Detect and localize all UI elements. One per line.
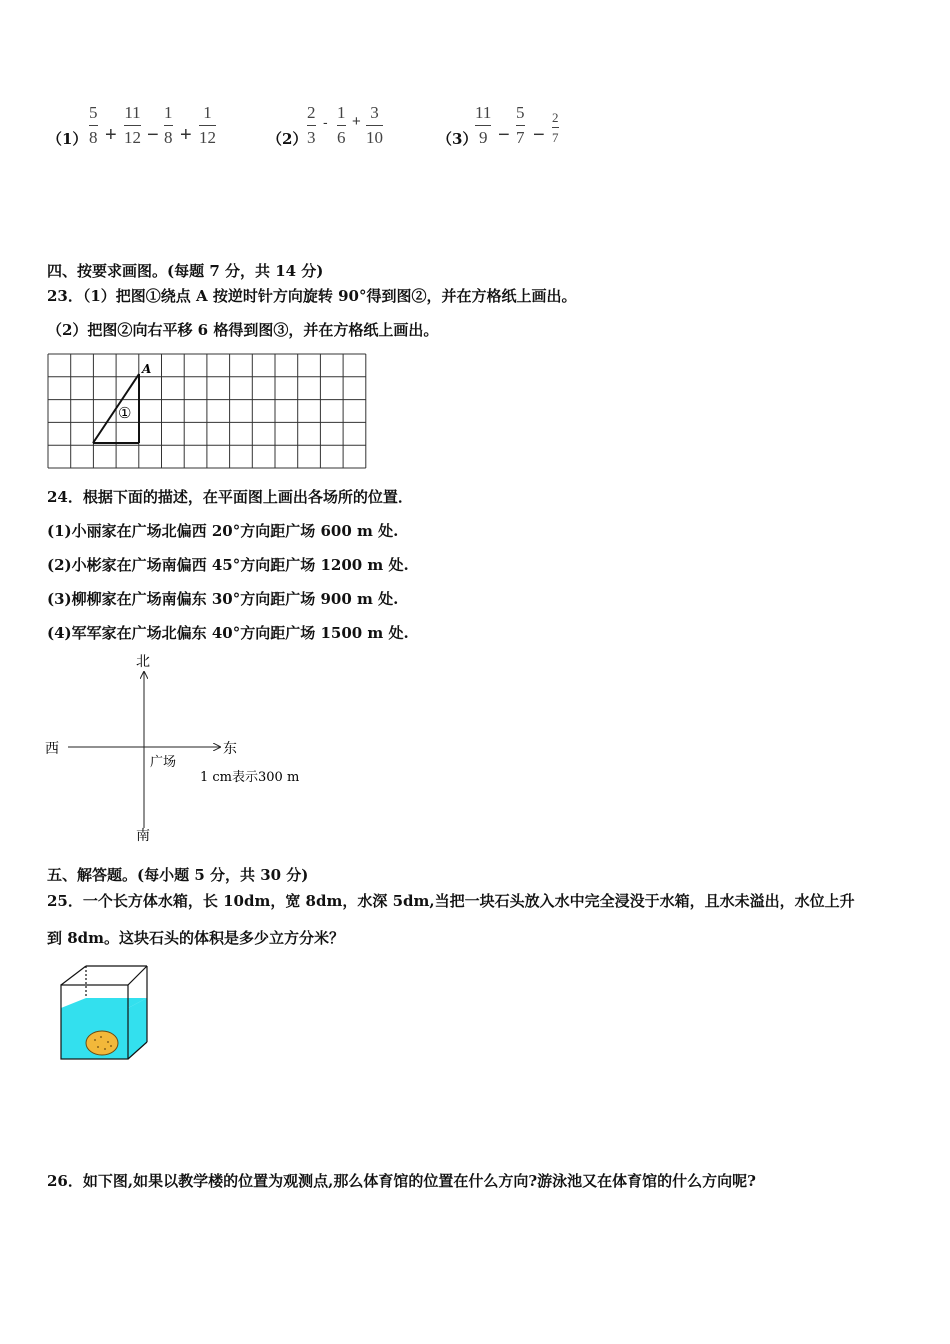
problem-label: （1） (47, 130, 88, 148)
scale-label: 1 cm表示300 m (200, 770, 300, 785)
fraction: 3 10 (366, 103, 383, 147)
q24-item-2: (2)小彬家在广场南偏西 45°方向距广场 1200 m 处. (47, 556, 409, 574)
fraction: 1 6 (337, 103, 346, 147)
fraction: 1 8 (164, 103, 173, 147)
fraction: 5 8 (89, 103, 98, 147)
operator: + (352, 113, 361, 130)
q26-text: 26．如下图,如果以教学楼的位置为观测点,那么体育馆的位置在什么方向?游泳池又在体育馆的什么方向呢? (47, 1172, 756, 1190)
q25-line-2: 到 8dm。这块石头的体积是多少立方分米？ (47, 929, 345, 947)
compass-diagram (40, 650, 330, 850)
grid-paper (46, 352, 368, 470)
section-5-heading: 五、解答题。(每小题 5 分，共 30 分) (47, 866, 309, 884)
problem-label: （3） (437, 130, 478, 148)
operator: − (533, 124, 545, 146)
fraction: 2 3 (307, 103, 316, 147)
q23-line-1: 23．（1）把图①绕点 A 按逆时针方向旋转 90°得到图②，并在方格纸上画出。 (47, 287, 577, 305)
fraction: 1 12 (199, 103, 216, 147)
problem-label: （2） (267, 130, 308, 148)
north-label: 北 (136, 654, 150, 670)
figure-1-label: ① (118, 404, 132, 422)
east-label: 东 (223, 741, 237, 757)
q24-item-4: (4)军军家在广场北偏东 40°方向距广场 1500 m 处. (47, 624, 409, 642)
plaza-label: 广场 (150, 755, 177, 770)
operator: + (180, 124, 192, 146)
section-4-heading: 四、按要求画图。(每题 7 分，共 14 分) (47, 262, 324, 280)
q25-line-1: 25．一个长方体水箱，长 10dm，宽 8dm，水深 5dm,当把一块石头放入水中完全浸没于水箱，且水未溢出，水位上升 (47, 892, 855, 910)
fraction: 2 7 (552, 110, 559, 145)
q23-line-2: （2）把图②向右平移 6 格得到图③，并在方格纸上画出。 (47, 321, 439, 339)
q24-intro: 24．根据下面的描述，在平面图上画出各场所的位置． (47, 488, 413, 506)
fraction: 11 9 (475, 103, 492, 147)
point-a-label: A (142, 362, 152, 376)
west-label: 西 (45, 741, 59, 757)
south-label: 南 (136, 828, 150, 844)
q24-item-1: (1)小丽家在广场北偏西 20°方向距广场 600 m 处. (47, 522, 399, 540)
stone (86, 1031, 118, 1055)
fraction: 5 7 (516, 103, 525, 147)
water-tank-diagram (55, 960, 155, 1064)
operator: + (105, 124, 117, 146)
operator: - (323, 114, 328, 130)
operator: − (147, 124, 159, 146)
fraction: 11 12 (124, 103, 141, 147)
q24-item-3: (3)柳柳家在广场南偏东 30°方向距广场 900 m 处. (47, 590, 399, 608)
operator: − (498, 124, 510, 146)
